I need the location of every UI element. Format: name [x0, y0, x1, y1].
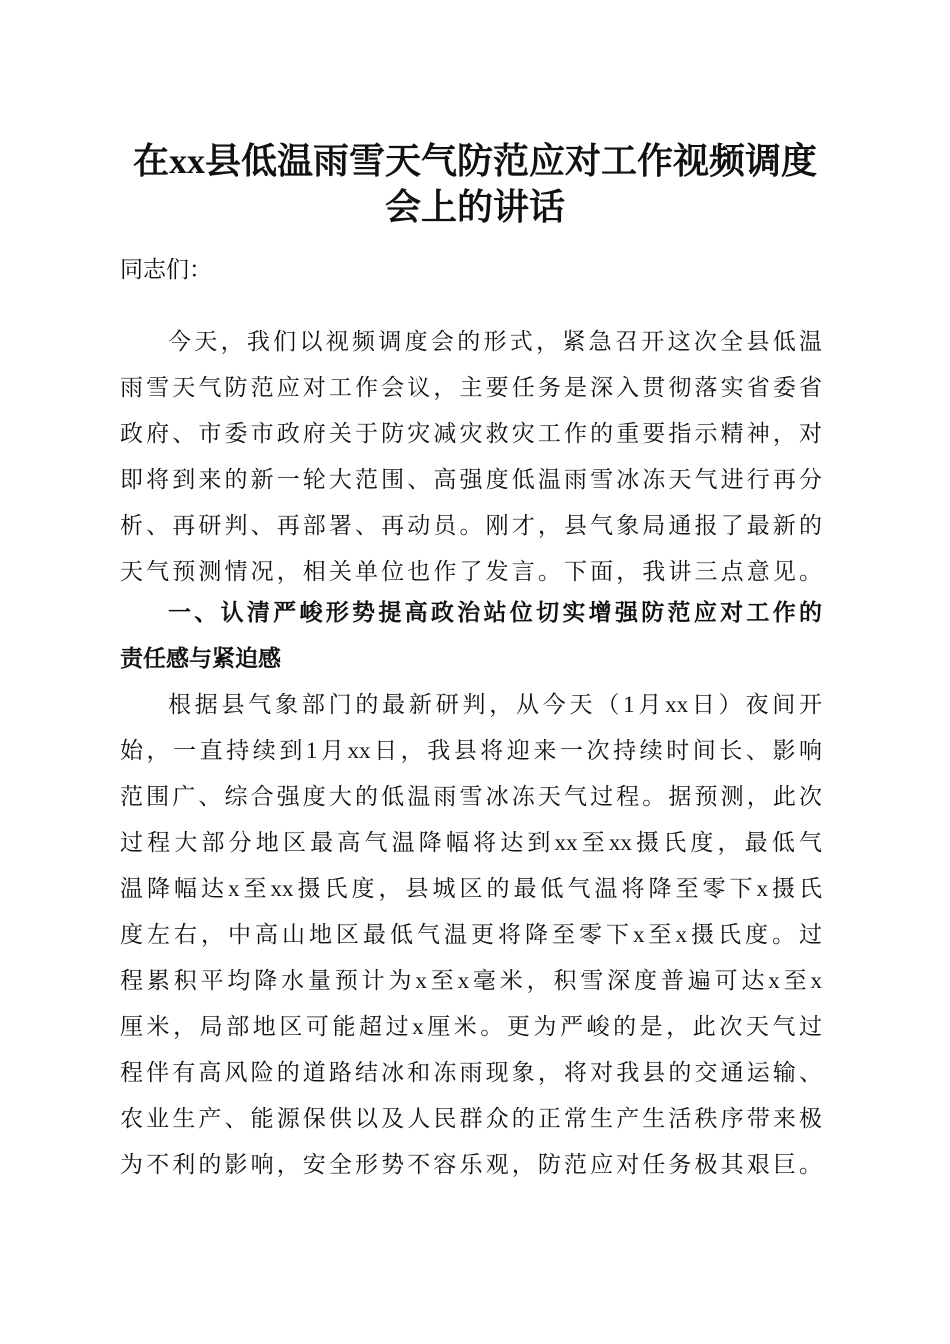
- paragraph-2-line: 农业生产、能源保供以及人民群众的正常生产生活秩序带来极: [120, 1106, 822, 1131]
- paragraph-2-line: 始，一直持续到1月xx日，我县将迎来一次持续时间长、影响: [120, 738, 822, 763]
- paragraph-1-line: 雨雪天气防范应对工作会议，主要任务是深入贯彻落实省委省: [120, 375, 822, 400]
- salutation: 同志们：: [120, 257, 212, 282]
- paragraph-1-line: 政府、市委市政府关于防灾减灾救灾工作的重要指示精神，对: [120, 421, 822, 446]
- document-title-line-2: 会上的讲话: [384, 187, 565, 227]
- paragraph-1-line: 今天，我们以视频调度会的形式，紧急召开这次全县低温: [168, 329, 822, 354]
- paragraph-2-line: 程累积平均降水量预计为x至x毫米，积雪深度普遍可达x至x: [120, 968, 822, 993]
- paragraph-2-line: 度左右，中高山地区最低气温更将降至零下x至x摄氏度。过: [120, 922, 822, 947]
- paragraph-2-line: 程伴有高风险的道路结冰和冻雨现象，将对我县的交通运输、: [120, 1060, 822, 1085]
- paragraph-1-line: 析、再研判、再部署、再动员。刚才，县气象局通报了最新的: [120, 513, 822, 538]
- paragraph-1-line: 即将到来的新一轮大范围、高强度低温雨雪冰冻天气进行再分: [120, 467, 822, 492]
- paragraph-2-line: 温降幅达x至xx摄氏度，县城区的最低气温将降至零下x摄氏: [120, 876, 822, 901]
- paragraph-2-line: 厘米，局部地区可能超过x厘米。更为严峻的是，此次天气过: [120, 1014, 822, 1039]
- paragraph-2-line: 为不利的影响，安全形势不容乐观，防范应对任务极其艰巨。: [120, 1152, 822, 1177]
- section-heading-1: 一、认清严峻形势提高政治站位切实增强防范应对工作的: [168, 599, 822, 625]
- paragraph-2-line: 过程大部分地区最高气温降幅将达到xx至xx摄氏度，最低气: [120, 830, 822, 855]
- document-title-line-1: 在xx县低温雨雪天气防范应对工作视频调度: [132, 141, 817, 181]
- paragraph-1-line: 天气预测情况，相关单位也作了发言。下面，我讲三点意见。: [120, 559, 822, 584]
- section-heading-1-cont: 责任感与紧迫感: [120, 645, 281, 671]
- paragraph-2-line: 范围广、综合强度大的低温雨雪冰冻天气过程。据预测，此次: [120, 784, 822, 809]
- paragraph-2-line: 根据县气象部门的最新研判，从今天（1月xx日）夜间开: [168, 692, 822, 717]
